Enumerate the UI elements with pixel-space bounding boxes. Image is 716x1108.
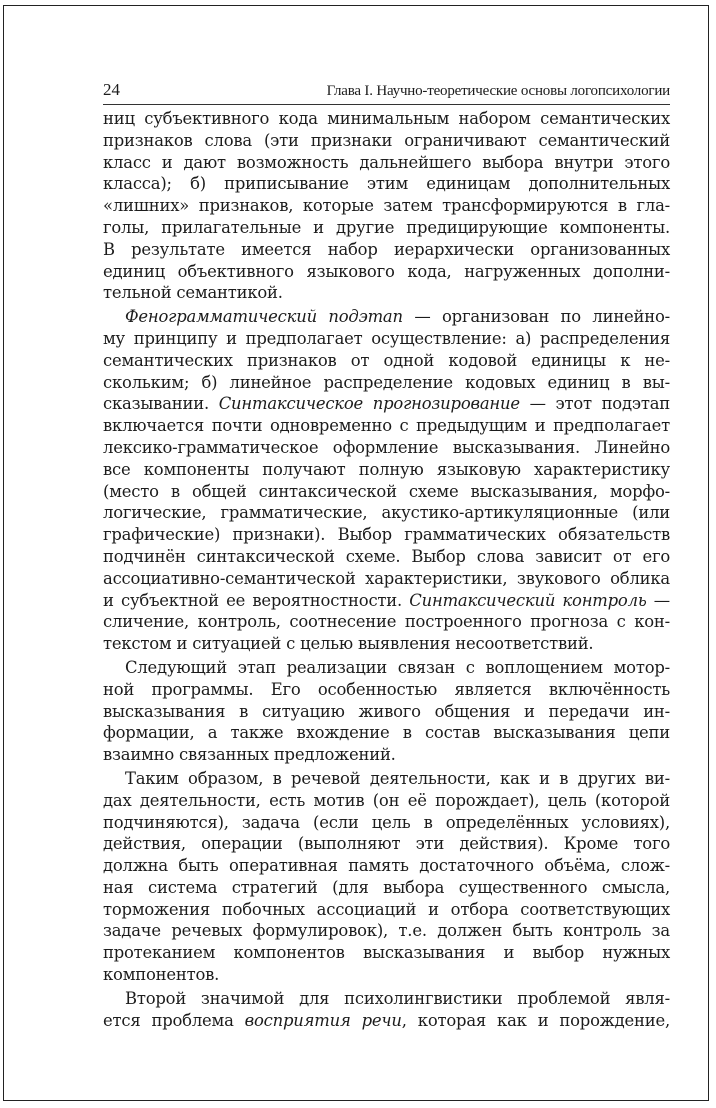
text-line: признаков слова (эти признаки ограничивают семантический xyxy=(103,130,670,150)
text-line: класс и дают возможность дальнейшего выбора внутри этого xyxy=(103,152,670,172)
text-line: единиц объективного языкового кода, нагруженных дополни- xyxy=(103,261,670,281)
italic-term: восприятия речи xyxy=(244,1010,402,1030)
text-line: семантических признаков от одной кодовой единицы к не- xyxy=(103,350,670,370)
text-line: ассоциативно-семантической характеристики, звукового облика xyxy=(103,568,670,588)
page-number: 24 xyxy=(103,80,120,99)
text-line: Следующий этап реализации связан с воплощением мотор- xyxy=(125,657,670,677)
text-line: му принципу и предполагает осуществление: а) распределения xyxy=(103,328,670,348)
text-line: голы, прилагательные и другие предицирующие компоненты. xyxy=(103,217,670,237)
body-text xyxy=(103,108,670,1031)
text-line: логические, грамматические, акустико-артикуляционные (или xyxy=(103,503,670,523)
text-line: ной программы. Его особенностью является включённость xyxy=(103,679,670,699)
running-title: Глава I. Научно-теоретические основы логопсихологии xyxy=(326,83,670,99)
running-header xyxy=(103,80,670,105)
text-line: ная система стратегий (для выбора существенного смысла, xyxy=(103,877,670,897)
italic-term: Синтаксический контроль xyxy=(409,590,647,610)
text-line: протеканием компонентов высказывания и выбор нужных xyxy=(103,943,670,963)
italic-term: Синтаксическое прогнозирование xyxy=(218,394,520,414)
text-line: задаче речевых формулировок), т.е. должен быть контроль за xyxy=(103,921,670,941)
text-line: графические) признаки). Выбор грамматических обязательств xyxy=(103,525,670,545)
text-line: тельной семантикой. xyxy=(103,283,283,303)
text-line: текстом и ситуацией с целью выявления несоответствий. xyxy=(103,634,594,654)
text-line: взаимно связанных предложений. xyxy=(103,745,396,765)
text-line: В результате имеется набор иерархически организованных xyxy=(103,239,670,259)
text-line: действия, операции (выполняют эти действия). Кроме того xyxy=(103,834,670,854)
text-line: включается почти одновременно с предыдущим и предполагает xyxy=(103,416,670,436)
text-line: (место в общей синтаксической схеме высказывания, морфо- xyxy=(103,481,670,501)
text-line: сказывании. Синтаксическое прогнозирование — этот подэтап xyxy=(103,394,670,414)
text-line: компонентов. xyxy=(103,965,220,985)
text-line: ниц субъективного кода минимальным набором семантических xyxy=(103,109,670,128)
italic-term: Фенограмматический подэтап xyxy=(125,307,403,327)
text-line: формации, а также вхождение в состав высказывания цепи xyxy=(103,723,670,743)
text-line: Фенограмматический подэтап — организован по линейно- xyxy=(125,307,671,327)
text-line: класса); б) приписывание этим единицам дополнительных xyxy=(103,174,670,194)
text-line: «лишних» признаков, которые затем трансформируются в гла- xyxy=(103,196,670,216)
text-line: Таким образом, в речевой деятельности, как и в других ви- xyxy=(125,768,670,788)
text-line: ется проблема восприятия речи, которая как и порождение, xyxy=(103,1010,670,1030)
text-line: лексико-грамматическое оформление высказывания. Линейно xyxy=(103,437,670,457)
text-line: должна быть оперативная память достаточного объёма, слож- xyxy=(103,856,670,876)
text-line: высказывания в ситуацию живого общения и передачи ин- xyxy=(103,701,670,721)
text-line: скольким; б) линейное распределение кодовых единиц в вы- xyxy=(103,372,670,392)
text-line: сличение, контроль, соотнесение построенного прогноза с кон- xyxy=(103,612,670,632)
text-line: и субъектной ее вероятностности. Синтаксический контроль — xyxy=(103,590,671,610)
text-line: все компоненты получают полную языковую характеристику xyxy=(103,459,670,479)
text-line: Второй значимой для психолингвистики проблемой явля- xyxy=(125,988,670,1008)
text-line: торможения побочных ассоциаций и отбора соответствующих xyxy=(103,899,670,919)
text-line: дах деятельности, есть мотив (он её порождает), цель (которой xyxy=(103,790,670,810)
text-line: подчинён синтаксической схеме. Выбор слова зависит от его xyxy=(103,546,670,566)
text-line: подчиняются), задача (если цель в определённых условиях), xyxy=(103,812,670,832)
